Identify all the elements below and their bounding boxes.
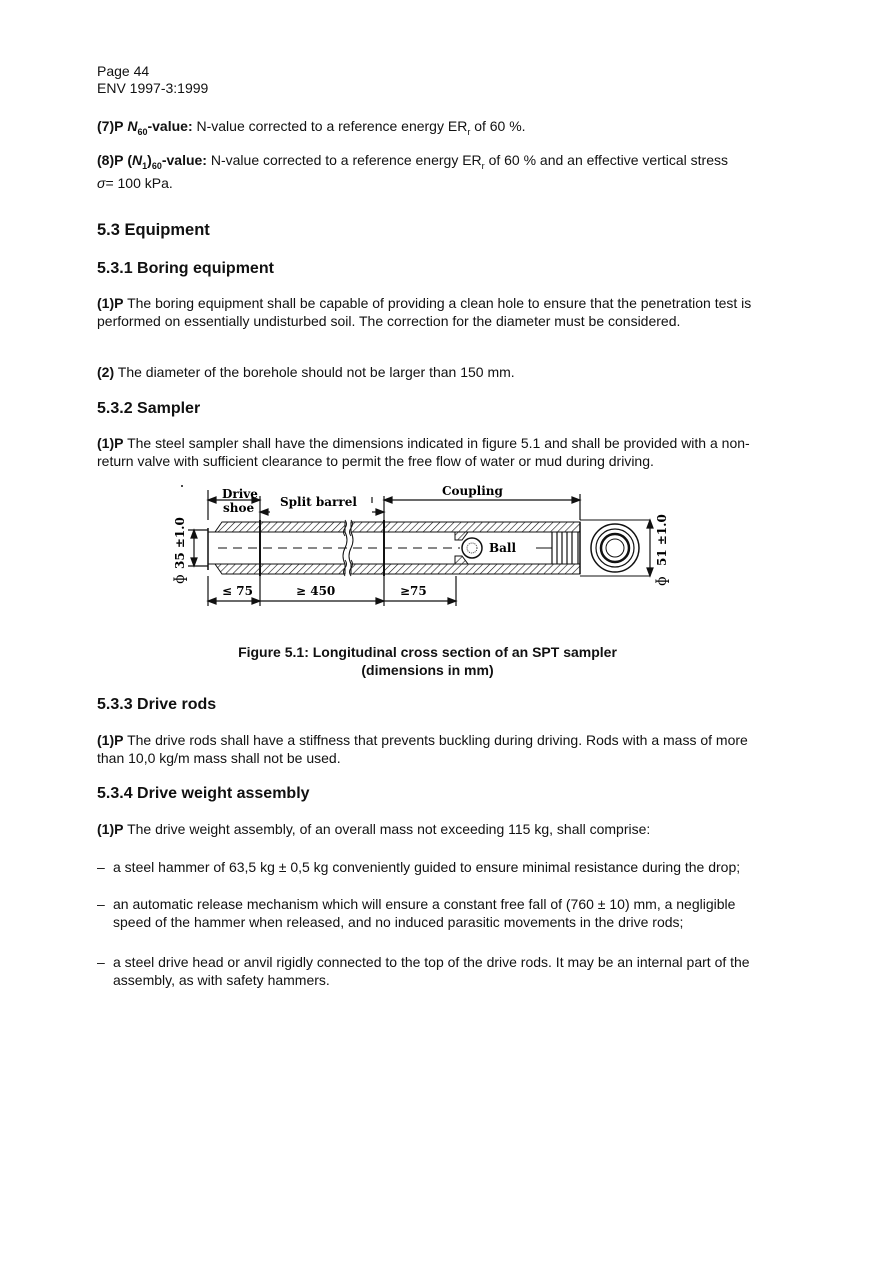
paragraph-number: (1)P [97,732,124,748]
label-coupling: Coupling [442,484,503,498]
paragraph-number: (1)P [97,435,124,451]
figure-caption-line-1: Figure 5.1: Longitudinal cross section of an SPT sampler [238,644,617,660]
list-item: – an automatic release mechanism which will ensure a constant free fall of (760 ± 10) mm, a negligible speed of the hammer when released, and no induced parasitic movements in the drive rods; [97,896,762,931]
paragraph-text: The diameter of the borehole should not be larger than 150 mm. [117,364,515,380]
speck-mark [181,485,183,487]
paragraph-5-3-1-1 [97,295,762,330]
definition-text-sub: r [481,160,485,171]
ball-valve [462,538,482,558]
paragraph-number: (1)P [97,821,124,837]
term-suffix: -value: [161,152,207,168]
paragraph-5-3-1-2 [97,364,762,382]
definition-text: N-value corrected to a reference energy ER [196,118,468,134]
label-drive: Drive [222,487,258,501]
left-dimension [188,530,208,566]
label-shoe: shoe [223,501,255,515]
section-heading-5-3: 5.3 Equipment [97,221,210,239]
standard-reference: ENV 1997-3:1999 [97,80,209,96]
phi-left: ɸ [172,574,188,584]
section-heading-5-3-1: 5.3.1 Boring equipment [97,260,274,277]
paragraph-5-3-4-1 [97,821,762,839]
definition-text-tail: = 100 kPa. [105,175,173,192]
label-dim-barrel: ≥ 450 [296,584,336,598]
page-number: Page 44 [97,63,150,79]
paragraph-number: (1)P [97,295,124,311]
definition-text-end: of 60 %. [474,118,526,134]
label-dim-left: 35 ±1.0 [173,517,187,569]
sampler-body [208,520,650,576]
section-heading-5-3-3: 5.3.3 Drive rods [97,696,217,713]
list-item-text: a steel drive head or anvil rigidly connected to the top of the drive rods. It may be an internal part of the assembly, as with safety hammers. [113,954,750,988]
paragraph-text: The drive weight assembly, of an overall mass not exceeding 115 kg, shall comprise: [127,821,651,837]
paragraph-text: The steel sampler shall have the dimensions indicated in figure 5.1 and shall be provided with a non-return valve with sufficient clearance to permit the free flow of water or mud during driving. [97,435,750,469]
definition-number: (7)P [97,118,124,134]
list-item-text: a steel hammer of 63,5 kg ± 0,5 kg conveniently guided to ensure minimal resistance during the drop; [113,859,741,875]
definition-number: (8)P [97,152,124,168]
term-suffix: -value: [147,118,193,134]
term-close: ) [147,152,152,168]
term-open: ( [127,152,133,168]
list-item-text: an automatic release mechanism which will ensure a constant free fall of (760 ± 10) mm, a negligible speed of the hammer when released, and no induced parasitic movements in the drive rods; [113,896,736,930]
end-view-circles [591,524,639,572]
section-heading-5-3-2: 5.3.2 Sampler [97,400,201,417]
section-heading-5-3-4: 5.3.4 Drive weight assembly [97,785,310,802]
list-item: – a steel hammer of 63,5 kg ± 0,5 kg conveniently guided to ensure minimal resistance during the drop; [97,859,762,877]
definition-n60 [97,118,762,141]
paragraph-5-3-2-1 [97,435,762,470]
definition-n1-60 [97,152,737,193]
sigma-symbol: σ [97,175,106,192]
label-dim-shoe: ≤ 75 [222,584,253,598]
right-dimension [647,520,653,576]
paragraph-text: The boring equipment shall be capable of providing a clean hole to ensure that the penetration test is performed on essentially undisturbed soil. The correction for the diameter must be considered. [97,295,752,329]
label-ball: Ball [489,541,517,555]
term-symbol: N [132,152,143,168]
paragraph-5-3-3-1 [97,732,762,767]
spt-sampler-drawing [150,478,710,613]
term-subscript: 60 [151,160,162,171]
term-subscript-1: 1 [142,160,148,171]
term-symbol: N [127,118,138,134]
paragraph-text: The drive rods shall have a stiffness that prevents buckling during driving. Rods with a mass of more than 10,0 kg/m mass shall not be used. [97,732,748,766]
definition-text-sub: r [467,126,471,137]
label-dim-coupling: ≥75 [400,584,427,598]
definition-text: N-value corrected to a reference energy ER [210,152,482,168]
definition-text-end: of 60 % and an effective vertical stress [488,152,728,168]
figure-caption [0,643,855,679]
label-split-barrel: Split barrel [280,495,357,509]
list-item: – a steel drive head or anvil rigidly connected to the top of the drive rods. It may be an internal part of the assembly, as with safety hammers. [97,954,762,989]
label-dim-right: 51 ±1.0 [655,514,669,566]
phi-right: ɸ [654,576,670,586]
top-dimension-lines [208,490,580,520]
paragraph-number: (2) [97,364,115,380]
figure-caption-line-2: (dimensions in mm) [361,662,494,678]
term-subscript: 60 [137,126,148,137]
